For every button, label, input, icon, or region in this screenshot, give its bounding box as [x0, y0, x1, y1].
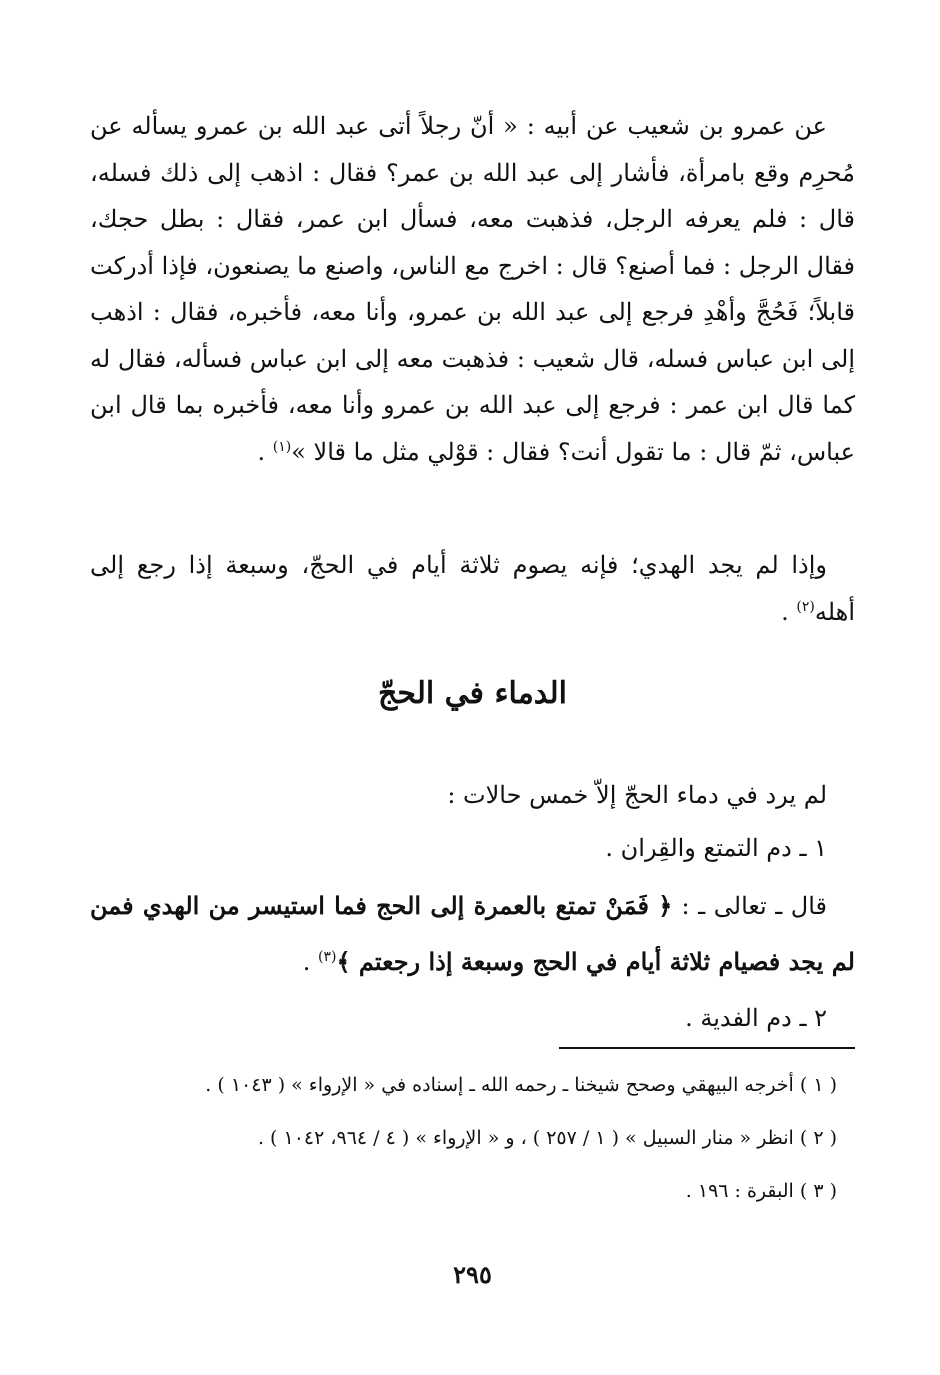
section-intro: لم يرد في دماء الحجّ إلاّ خمس حالات : — [447, 781, 827, 809]
footnotes — [90, 1062, 855, 1221]
verse-text: ﴿ فَمَنْ تمتع بالعمرة إلى الحج فما استيسر من الهدي فمن لم يجد فصيام ثلاثة أيام في الحج وسبعة إذا رجعتم ﴾ — [90, 891, 855, 976]
paragraph-text: عن عمرو بن شعيب عن أبيه : « أنّ رجلاً أتى عبد الله بن عمرو يسأله عن مُحرِم وقع بامرأة، فأشار إلى عبد الله بن عمر؟ فقال : اذهب إلى ذلك فسله، قال : فلم يعرفه الرجل، فذهبت معه، فسأل ابن عمر، فقال : بطل حجك، فقال الرجل : فما أصنع؟ قال : اخرج مع الناس، واصنع ما يصنعون، فإذا أدركت قابلاً؛ فَحُجَّ وأهْدِ فرجع إلى عبد الله بن عمرو، وأنا معه، فأخبره، فقال : اذهب إلى ابن عباس فسله، قال شعيب : فذهبت معه إلى ابن عباس فسأله، فقال له كما قال ابن عمر : فرجع إلى عبد الله بن عمرو وأنا معه، فأخبره بما قال ابن عباس، ثمّ قال : ما تقول أنت؟ فقال : قوْلي مثل ما قالا » — [90, 112, 855, 466]
section-heading: الدماء في الحجّ — [378, 676, 567, 711]
body-paragraph-hadith — [90, 103, 855, 475]
verse-prefix: قال ـ تعالى ـ : — [681, 892, 827, 920]
page-number: ٢٩٥ — [453, 1260, 492, 1289]
footnote-ref-2: (٢) — [796, 598, 815, 615]
paragraph-end: . — [257, 437, 273, 466]
footnote-3: ( ٣ ) البقرة : ١٩٦ . — [685, 1180, 837, 1202]
list-item-2: ٢ ـ دم الفدية . — [685, 1004, 827, 1032]
body-paragraph-hady — [90, 542, 855, 635]
footnote-2: ( ٢ ) انظر « منار السبيل » ( ١ / ٢٥٧ ) ، و « الإرواء » ( ٤ / ٩٦٤، ١٠٤٢ ) . — [257, 1127, 837, 1149]
footnote-1: ( ١ ) أخرجه البيهقي وصحح شيخنا ـ رحمه الله ـ إسناده في « الإرواء » ( ١٠٤٣ ) . — [205, 1074, 837, 1096]
list-item-1: ١ ـ دم التمتع والقِران . — [605, 834, 827, 862]
footnote-divider — [559, 1047, 855, 1049]
book-page — [90, 0, 855, 1375]
footnote-ref-3: (٣) — [318, 949, 337, 965]
paragraph-end: . — [781, 597, 797, 626]
quran-verse-paragraph — [90, 878, 855, 990]
paragraph-text: وإذا لم يجد الهدي؛ فإنه يصوم ثلاثة أيام في الحجّ، وسبعة إذا رجع إلى أهله — [90, 551, 855, 626]
footnote-ref-1: (١) — [272, 438, 292, 455]
verse-end: . — [302, 948, 319, 976]
